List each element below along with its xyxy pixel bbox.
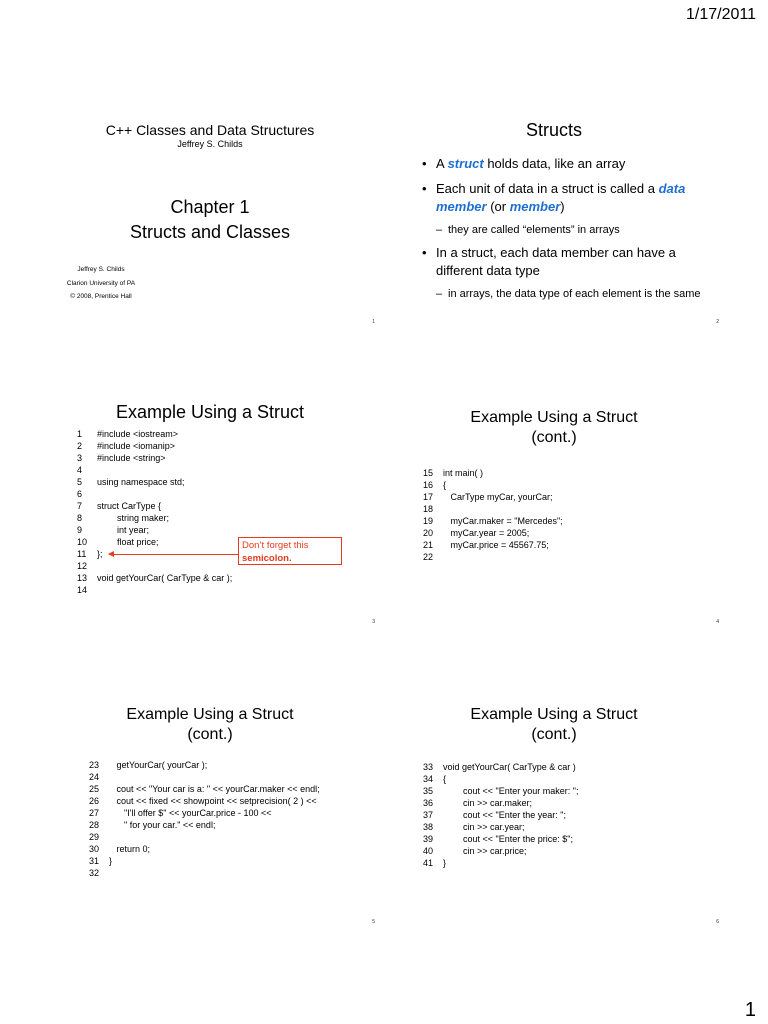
code-text: cout << "Enter the year: "; bbox=[443, 810, 566, 820]
callout-box bbox=[238, 537, 342, 565]
line-number: 10 bbox=[77, 537, 88, 547]
code-text: }; bbox=[97, 549, 103, 559]
code-text: int year; bbox=[97, 525, 150, 535]
line-number: 7 bbox=[77, 501, 83, 511]
author-name: Jeffrey S. Childs bbox=[77, 266, 125, 273]
header-date: 1/17/2011 bbox=[686, 6, 756, 23]
slide-3 bbox=[45, 400, 375, 625]
slide-title: Example Using a Struct bbox=[470, 706, 638, 723]
term-data-member: data member bbox=[436, 181, 686, 214]
code-text: #include <string> bbox=[97, 453, 166, 463]
line-number: 28 bbox=[89, 820, 100, 830]
code-text: cout << "Enter your maker: "; bbox=[443, 786, 579, 796]
line-number: 14 bbox=[77, 585, 88, 595]
code-line bbox=[77, 512, 232, 524]
chapter-number: Chapter 1 bbox=[170, 197, 250, 217]
line-number: 35 bbox=[423, 786, 434, 796]
code-text: #include <iomanip> bbox=[97, 441, 176, 451]
code-line bbox=[77, 560, 232, 572]
code-line bbox=[77, 584, 232, 596]
slide-1 bbox=[45, 100, 375, 325]
code-line bbox=[77, 572, 232, 584]
line-number: 18 bbox=[423, 504, 434, 514]
callout-text-bold: semicolon. bbox=[242, 553, 292, 564]
line-number: 39 bbox=[423, 834, 434, 844]
code-text: return 0; bbox=[109, 844, 151, 854]
code-text: cout << fixed << showpoint << setprecision( 2 ) << bbox=[109, 796, 317, 806]
code-line bbox=[89, 771, 320, 783]
code-text: void getYourCar( CarType & car ) bbox=[443, 762, 576, 772]
term-member: member bbox=[509, 199, 561, 214]
bullet-item: • In a struct, each data member can have a different data type bbox=[422, 244, 717, 280]
code-line bbox=[423, 539, 563, 551]
code-line bbox=[77, 500, 232, 512]
code-line bbox=[89, 867, 320, 879]
page-number: 1 bbox=[744, 999, 756, 1021]
line-number: 26 bbox=[89, 796, 100, 806]
code-text: "I'll offer $" << yourCar.price - 100 << bbox=[109, 808, 272, 818]
line-number: 5 bbox=[77, 477, 83, 487]
code-line bbox=[423, 551, 563, 563]
code-text: struct CarType { bbox=[97, 501, 162, 511]
slide-2 bbox=[389, 100, 719, 325]
code-text: myCar.price = 45567.75; bbox=[443, 540, 549, 550]
code-text: } bbox=[109, 856, 113, 866]
code-line bbox=[423, 845, 578, 857]
code-line bbox=[77, 440, 232, 452]
code-line bbox=[423, 491, 563, 503]
code-line bbox=[423, 467, 563, 479]
line-number: 40 bbox=[423, 846, 434, 856]
line-number: 41 bbox=[423, 858, 434, 868]
slide-title-cont: (cont.) bbox=[531, 726, 577, 743]
slide-title: Example Using a Struct bbox=[126, 706, 294, 723]
line-number: 36 bbox=[423, 798, 434, 808]
callout-text: Don’t forget this bbox=[242, 540, 309, 551]
code-text: } bbox=[443, 858, 447, 868]
author-university: Clarion University of PA bbox=[66, 280, 136, 287]
line-number: 9 bbox=[77, 525, 83, 535]
code-line bbox=[423, 515, 563, 527]
slide-4 bbox=[389, 400, 719, 625]
code-line bbox=[77, 452, 232, 464]
slide-number: 2 bbox=[716, 319, 719, 325]
code-line bbox=[89, 783, 320, 795]
chapter-title: Structs and Classes bbox=[129, 222, 291, 242]
code-line bbox=[423, 809, 578, 821]
code-line bbox=[423, 479, 563, 491]
course-title: C++ Classes and Data Structures bbox=[105, 122, 315, 138]
code-line bbox=[89, 795, 320, 807]
code-line bbox=[423, 821, 578, 833]
code-line bbox=[89, 831, 320, 843]
code-line bbox=[77, 476, 232, 488]
slide-title-cont: (cont.) bbox=[531, 429, 577, 446]
line-number: 30 bbox=[89, 844, 100, 854]
sub-bullet-item: – they are called “elements” in arrays bbox=[436, 223, 717, 237]
code-line bbox=[77, 428, 232, 440]
slide-title: Structs bbox=[525, 120, 582, 140]
line-number: 8 bbox=[77, 513, 83, 523]
bullet-item: • A struct holds data, like an array bbox=[422, 155, 717, 173]
line-number: 38 bbox=[423, 822, 434, 832]
code-text: cin >> car.year; bbox=[443, 822, 525, 832]
slide-number: 3 bbox=[372, 619, 375, 625]
line-number: 34 bbox=[423, 774, 434, 784]
code-listing bbox=[423, 761, 578, 869]
code-text: void getYourCar( CarType & car ); bbox=[97, 573, 233, 583]
author-copyright: © 2008, Prentice Hall bbox=[70, 293, 132, 300]
line-number: 32 bbox=[89, 868, 100, 878]
line-number: 1 bbox=[77, 429, 83, 439]
code-text: { bbox=[443, 774, 447, 784]
code-text: float price; bbox=[97, 537, 159, 547]
code-line bbox=[423, 797, 578, 809]
line-number: 29 bbox=[89, 832, 100, 842]
line-number: 13 bbox=[77, 573, 88, 583]
slide-title-cont: (cont.) bbox=[187, 726, 233, 743]
line-number: 23 bbox=[89, 760, 100, 770]
slide-number: 1 bbox=[372, 319, 375, 325]
code-line bbox=[423, 833, 578, 845]
line-number: 4 bbox=[77, 465, 83, 475]
slide-title: Example Using a Struct bbox=[470, 409, 638, 426]
slide-6 bbox=[389, 700, 719, 925]
line-number: 3 bbox=[77, 453, 83, 463]
code-text: cout << "Enter the price: $"; bbox=[443, 834, 573, 844]
code-text: " for your car." << endl; bbox=[109, 820, 216, 830]
line-number: 24 bbox=[89, 772, 100, 782]
line-number: 17 bbox=[423, 492, 434, 502]
line-number: 15 bbox=[423, 468, 434, 478]
code-line bbox=[77, 464, 232, 476]
code-text: CarType myCar, yourCar; bbox=[443, 492, 553, 502]
code-text: int main( ) bbox=[443, 468, 484, 478]
line-number: 21 bbox=[423, 540, 434, 550]
code-line bbox=[423, 857, 578, 869]
code-line bbox=[423, 761, 578, 773]
line-number: 16 bbox=[423, 480, 434, 490]
line-number: 12 bbox=[77, 561, 88, 571]
slide-number: 4 bbox=[716, 619, 719, 625]
code-line bbox=[77, 488, 232, 500]
code-line bbox=[423, 527, 563, 539]
code-listing bbox=[423, 467, 563, 563]
code-listing bbox=[77, 428, 232, 596]
line-number: 25 bbox=[89, 784, 100, 794]
course-author: Jeffrey S. Childs bbox=[177, 139, 243, 149]
bullet-list bbox=[422, 155, 717, 308]
code-line bbox=[89, 759, 320, 771]
code-line bbox=[89, 819, 320, 831]
code-line bbox=[423, 785, 578, 797]
code-text: cin >> car.price; bbox=[443, 846, 527, 856]
line-number: 31 bbox=[89, 856, 100, 866]
line-number: 33 bbox=[423, 762, 434, 772]
slide-5 bbox=[45, 700, 375, 925]
line-number: 20 bbox=[423, 528, 434, 538]
code-line bbox=[89, 855, 320, 867]
code-line bbox=[89, 807, 320, 819]
term-struct: struct bbox=[447, 156, 484, 171]
code-text: cout << "Your car is a: " << yourCar.maker << endl; bbox=[109, 784, 320, 794]
callout-arrow bbox=[109, 554, 239, 555]
code-text: myCar.year = 2005; bbox=[443, 528, 530, 538]
code-text: string maker; bbox=[97, 513, 170, 523]
slide-title: Example Using a Struct bbox=[115, 402, 305, 422]
code-text: { bbox=[443, 480, 447, 490]
slide-number: 6 bbox=[716, 919, 719, 925]
code-text: getYourCar( yourCar ); bbox=[109, 760, 208, 770]
code-text: myCar.maker = "Mercedes"; bbox=[443, 516, 563, 526]
sub-bullet-item: – in arrays, the data type of each element is the same bbox=[436, 287, 717, 301]
slide-number: 5 bbox=[372, 919, 375, 925]
line-number: 27 bbox=[89, 808, 100, 818]
line-number: 11 bbox=[77, 549, 87, 559]
code-text: using namespace std; bbox=[97, 477, 185, 487]
code-listing bbox=[89, 759, 320, 879]
code-line bbox=[423, 503, 563, 515]
code-line bbox=[77, 536, 232, 548]
line-number: 37 bbox=[423, 810, 434, 820]
code-text: #include <iostream> bbox=[97, 429, 179, 439]
line-number: 2 bbox=[77, 441, 83, 451]
code-line bbox=[89, 843, 320, 855]
line-number: 19 bbox=[423, 516, 434, 526]
code-line bbox=[77, 524, 232, 536]
code-text: cin >> car.maker; bbox=[443, 798, 533, 808]
line-number: 22 bbox=[423, 552, 434, 562]
line-number: 6 bbox=[77, 489, 83, 499]
bullet-item: • Each unit of data in a struct is called a data member (or member) bbox=[422, 180, 717, 216]
code-line bbox=[423, 773, 578, 785]
